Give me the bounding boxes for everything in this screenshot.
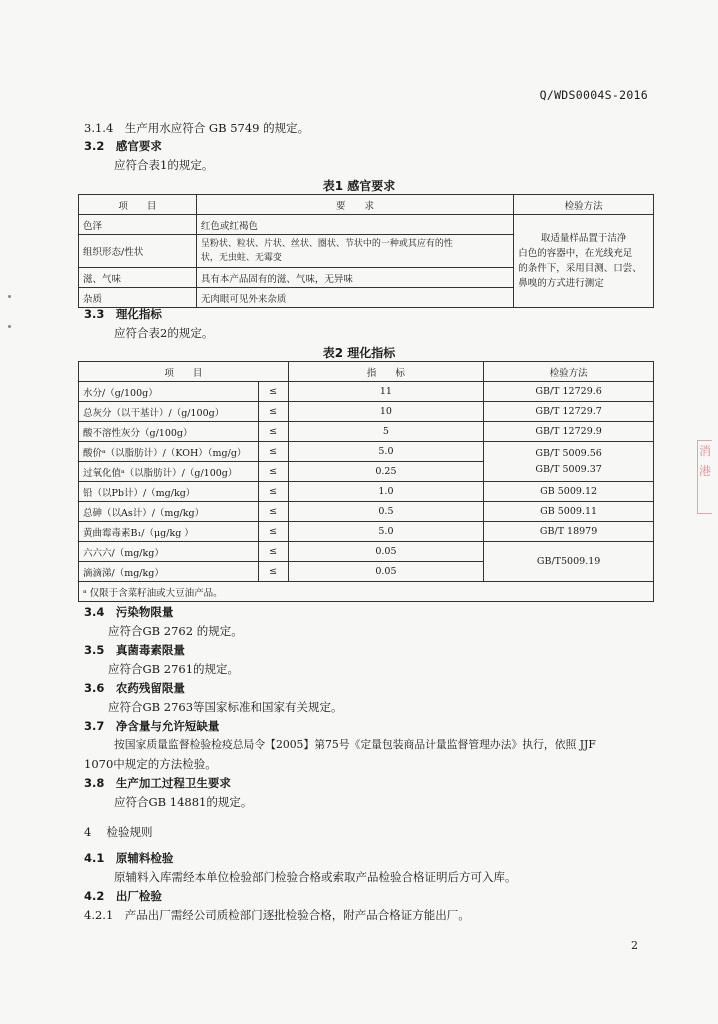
- table-1-caption: 表1 感官要求: [322, 179, 396, 193]
- row-operator: ≤: [258, 522, 288, 542]
- section-3-3-heading: 3.3 理化指标: [84, 307, 162, 321]
- row-value: 0.05: [288, 562, 484, 582]
- row-item: 总砷（以As计）/（mg/kg）: [79, 502, 259, 522]
- section-3-3-body: 应符合表2的规定。: [114, 326, 214, 340]
- row-item: 组织形态/性状: [79, 235, 197, 268]
- row-operator: ≤: [258, 462, 288, 482]
- clause-4-2-1: 4.2.1 产品出厂需经公司质检部门逐批检验合格，附产品合格证方能出厂。: [84, 908, 470, 922]
- section-3-2-heading: 3.2 感官要求: [84, 139, 162, 153]
- row-value: 5.0: [288, 522, 484, 542]
- row-operator: ≤: [258, 482, 288, 502]
- section-3-4-body: 应符合GB 2762 的规定。: [108, 624, 243, 638]
- header-item: 项 目: [79, 362, 289, 382]
- row-requirement: 具有本产品固有的滋、气味，无异味: [196, 268, 513, 288]
- row-item: 水分/（g/100g）: [79, 382, 259, 402]
- row-method: GB/T 12729.9: [484, 422, 654, 442]
- row-method-merged: GB/T 5009.56 GB/T 5009.37: [484, 442, 654, 482]
- red-seal-stamp: 消 港: [697, 440, 712, 514]
- table-footnote-row: [79, 582, 654, 602]
- row-operator: ≤: [258, 442, 288, 462]
- sensory-method-cell: 取适量样品置于洁净 白色的容器中，在光线充足 的条件下，采用目测、口尝、 鼻嗅的方式进行测定: [514, 215, 654, 308]
- table-2-caption: 表2 理化指标: [322, 346, 396, 360]
- section-3-7-heading: 3.7 净含量与允许短缺量: [84, 719, 220, 733]
- document-code: Q/WDS0004S-2016: [539, 88, 648, 102]
- row-value: 5: [288, 422, 484, 442]
- row-item: 黄曲霉毒素B₁/（μg/kg ）: [79, 522, 259, 542]
- row-item: 酸价ᵃ（以脂肪计）/（KOH）（mg/g）: [79, 442, 259, 462]
- row-item: 铅（以Pb计）/（mg/kg）: [79, 482, 259, 502]
- section-3-6-heading: 3.6 农药残留限量: [84, 681, 185, 695]
- sensory-table: [78, 194, 654, 308]
- row-method: GB 5009.11: [484, 502, 654, 522]
- row-value: 11: [288, 382, 484, 402]
- row-operator: ≤: [258, 402, 288, 422]
- section-3-7-body-line1: 按国家质量监督检验检疫总局令【2005】第75号《定量包装商品计量监督管理办法》执行，依照 JJF: [114, 738, 596, 751]
- row-operator: ≤: [258, 422, 288, 442]
- section-3-7-body-line2: 1070中规定的方法检验。: [84, 757, 217, 771]
- table-footnote: ᵃ 仅限于含菜籽油或大豆油产品。: [79, 582, 654, 602]
- scan-mark: [8, 295, 11, 298]
- section-3-8-heading: 3.8 生产加工过程卫生要求: [84, 776, 231, 790]
- table-row: [79, 542, 654, 562]
- table-header-row: [79, 195, 654, 215]
- header-item: 项 目: [79, 195, 197, 215]
- table-row: [79, 502, 654, 522]
- section-4-1-body: 原辅料入库需经本单位检验部门检验合格或索取产品检验合格证明后方可入库。: [114, 870, 517, 884]
- physicochemical-table: [78, 361, 654, 602]
- row-method-merged: GB/T5009.19: [484, 542, 654, 582]
- clause-3-1-4: 3.1.4 生产用水应符合 GB 5749 的规定。: [84, 121, 310, 135]
- row-requirement: 无肉眼可见外来杂质: [196, 288, 513, 308]
- row-operator: ≤: [258, 502, 288, 522]
- section-4-1-heading: 4.1 原辅料检验: [84, 851, 174, 865]
- row-item: 总灰分（以干基计）/（g/100g）: [79, 402, 259, 422]
- row-method: GB 5009.12: [484, 482, 654, 502]
- section-4-2-heading: 4.2 出厂检验: [84, 889, 162, 903]
- section-3-2-body: 应符合表1的规定。: [114, 158, 214, 172]
- header-method: 检验方法: [484, 362, 654, 382]
- row-requirement: 红色或红褐色: [196, 215, 513, 235]
- scan-mark: [8, 325, 11, 328]
- row-item: 色泽: [79, 215, 197, 235]
- row-item: 滋、气味: [79, 268, 197, 288]
- table-header-row: [79, 362, 654, 382]
- page-number: 2: [631, 939, 638, 952]
- row-method: GB/T 12729.7: [484, 402, 654, 422]
- table-row: [79, 522, 654, 542]
- section-3-5-body: 应符合GB 2761的规定。: [108, 662, 240, 676]
- row-value: 0.25: [288, 462, 484, 482]
- table-row: [79, 402, 654, 422]
- row-value: 1.0: [288, 482, 484, 502]
- row-item: 滴滴涕/（mg/kg）: [79, 562, 259, 582]
- table-row: [79, 382, 654, 402]
- row-requirement: 呈粉状、粒状、片状、丝状、圈状、节状中的一种或其应有的性 状，无虫蛀、无霉变: [196, 235, 513, 268]
- row-item: 杂质: [79, 288, 197, 308]
- section-3-4-heading: 3.4 污染物限量: [84, 605, 174, 619]
- table-row: [79, 422, 654, 442]
- header-index: 指 标: [288, 362, 484, 382]
- row-value: 10: [288, 402, 484, 422]
- section-3-6-body: 应符合GB 2763等国家标准和国家有关规定。: [108, 700, 343, 714]
- row-item: 酸不溶性灰分（g/100g）: [79, 422, 259, 442]
- row-method: GB/T 18979: [484, 522, 654, 542]
- row-method: GB/T 12729.6: [484, 382, 654, 402]
- row-value: 0.05: [288, 542, 484, 562]
- row-item: 过氧化值ᵃ（以脂肪计）/（g/100g）: [79, 462, 259, 482]
- row-operator: ≤: [258, 382, 288, 402]
- row-operator: ≤: [258, 562, 288, 582]
- section-3-8-body: 应符合GB 14881的规定。: [114, 795, 253, 809]
- header-requirement: 要 求: [196, 195, 513, 215]
- chapter-4-heading: 4 检验规则: [84, 825, 153, 839]
- row-value: 5.0: [288, 442, 484, 462]
- table-row: [79, 442, 654, 462]
- table-row: [79, 215, 654, 235]
- section-3-5-heading: 3.5 真菌毒素限量: [84, 643, 185, 657]
- row-value: 0.5: [288, 502, 484, 522]
- header-method: 检验方法: [514, 195, 654, 215]
- row-operator: ≤: [258, 542, 288, 562]
- row-item: 六六六/（mg/kg）: [79, 542, 259, 562]
- table-row: [79, 482, 654, 502]
